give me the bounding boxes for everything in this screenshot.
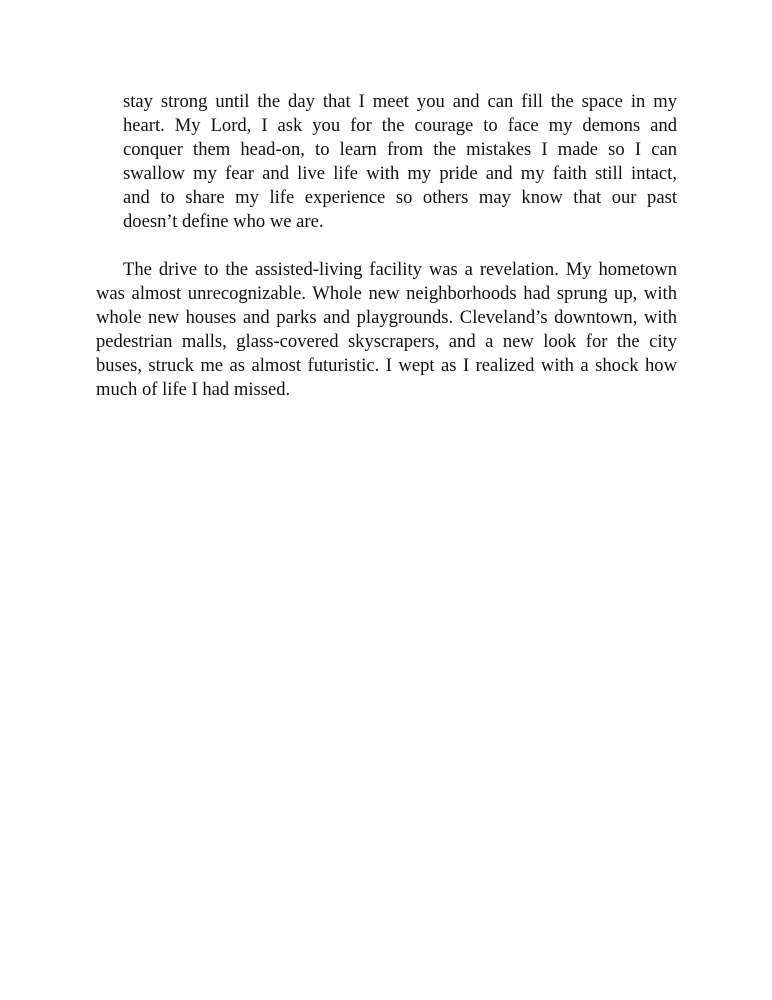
paragraph-line: doesn’t define who we are.: [123, 211, 324, 232]
paragraph-line: buses, struck me as almost futuristic. I wept as I realized with a shock how: [96, 355, 677, 376]
paragraph-line: was almost unrecognizable. Whole new neighborhoods had sprung up, with: [96, 283, 677, 304]
paragraph-line: much of life I had missed.: [96, 379, 291, 400]
paragraph-line: stay strong until the day that I meet you and can fill the space in my: [123, 91, 677, 112]
indented-prayer-paragraph: [123, 90, 677, 234]
paragraph-line: The drive to the assisted-living facility was a revelation. My hometown: [123, 259, 677, 280]
paragraph-line: conquer them head-on, to learn from the mistakes I made so I can: [123, 139, 677, 160]
paragraph-line: pedestrian malls, glass-covered skyscrapers, and a new look for the city: [96, 331, 677, 352]
paragraph-line: and to share my life experience so others may know that our past: [123, 187, 677, 208]
paragraph-line: whole new houses and parks and playgrounds. Cleveland’s downtown, with: [96, 307, 677, 328]
body-paragraph: [96, 258, 677, 402]
paragraph-line: heart. My Lord, I ask you for the courage to face my demons and: [123, 115, 677, 136]
paragraph-line: swallow my fear and live life with my pride and my faith still intact,: [123, 163, 677, 184]
